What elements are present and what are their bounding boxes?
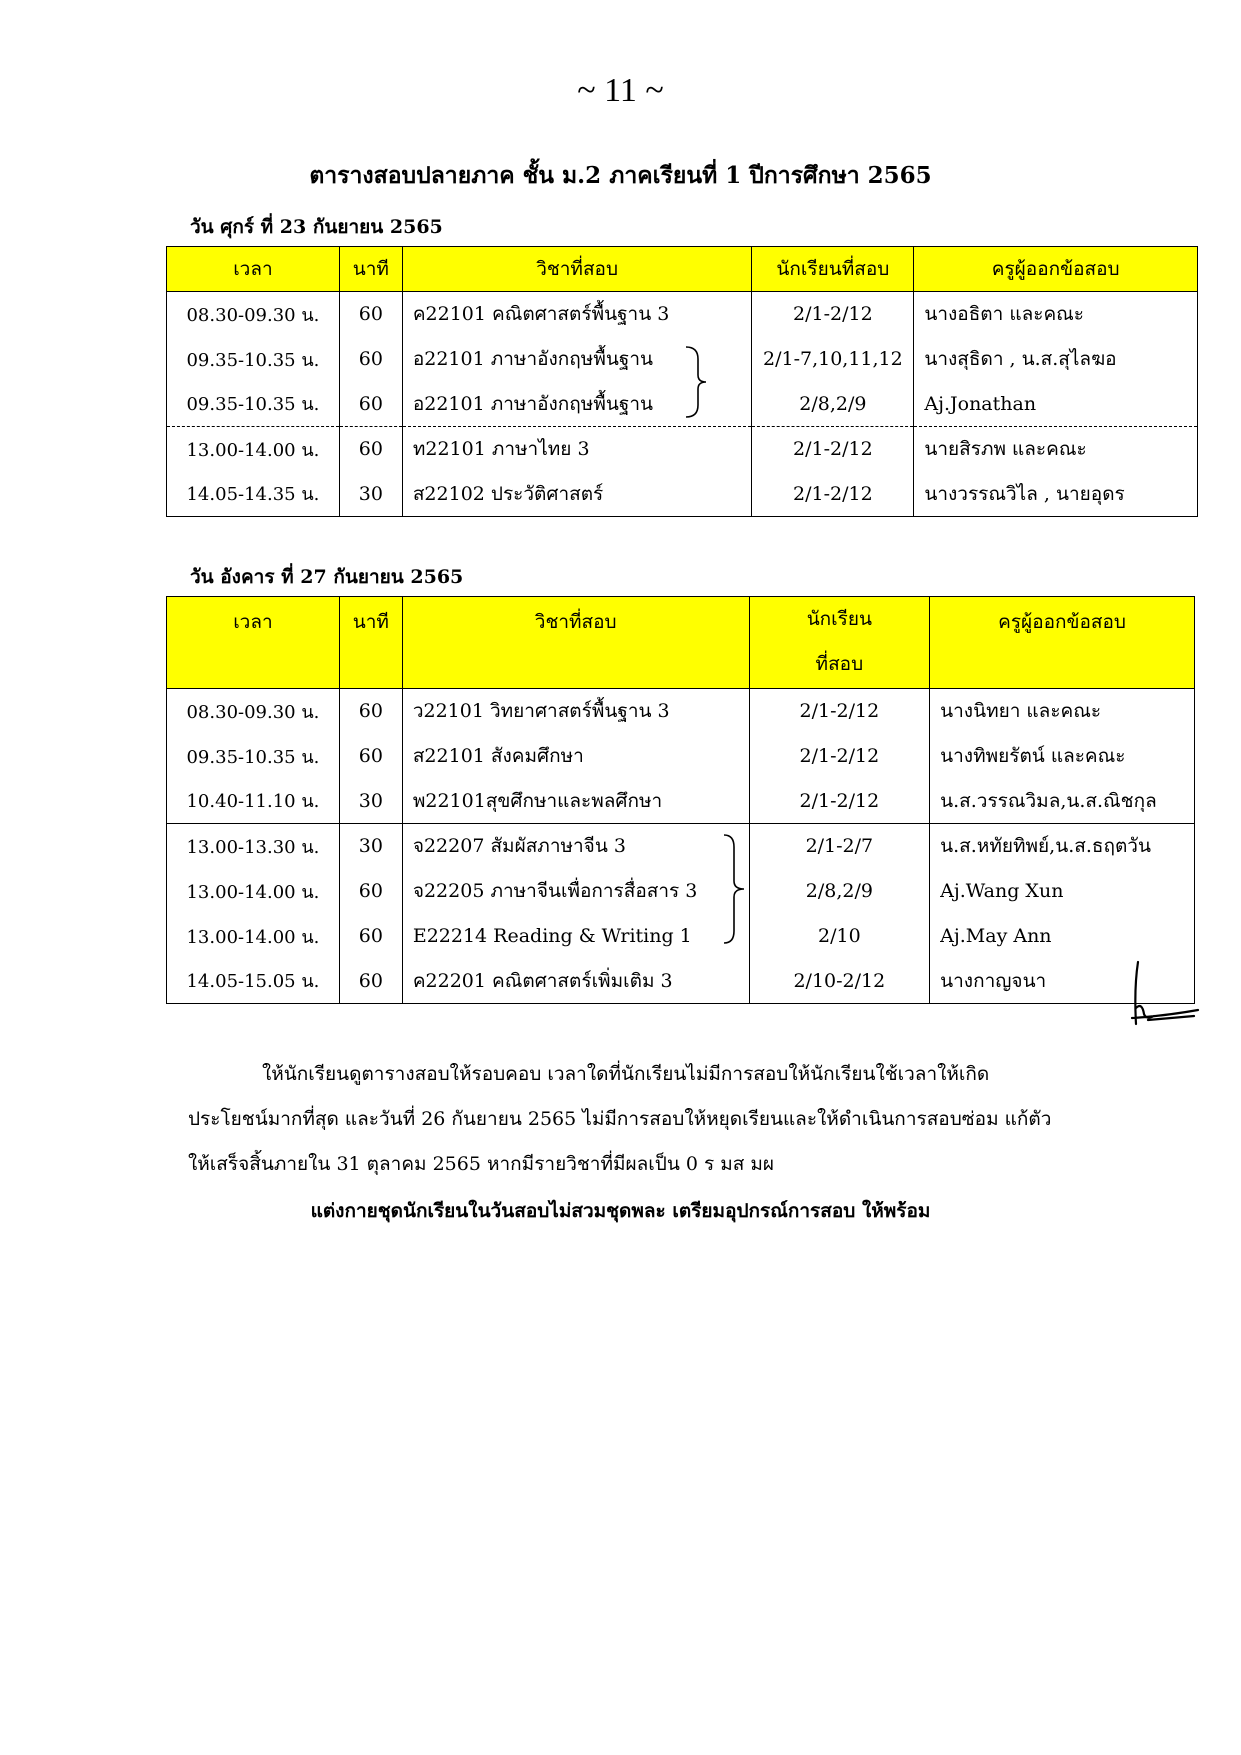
signature-icon xyxy=(1124,958,1204,1032)
cell-minutes: 60 xyxy=(339,869,402,914)
page-number: ~ 11 ~ xyxy=(577,72,664,109)
cell-time: 13.00-14.00 น. xyxy=(167,869,340,914)
cell-students: 2/1-2/12 xyxy=(749,734,930,779)
table-row xyxy=(167,824,1195,869)
cell-students: 2/1-2/12 xyxy=(749,689,930,734)
cell-subject: ว22101 วิทยาศาสตร์พื้นฐาน 3 xyxy=(402,689,749,734)
table-row xyxy=(167,779,1195,824)
table-row xyxy=(167,734,1195,779)
cell-students: 2/1-2/12 xyxy=(749,779,930,824)
cell-subject: ค22201 คณิตศาสตร์เพิ่มเติม 3 xyxy=(402,959,749,1004)
cell-time: 08.30-09.30 น. xyxy=(167,689,340,734)
cell-minutes: 60 xyxy=(339,914,402,959)
cell-students: 2/10-2/12 xyxy=(749,959,930,1004)
cell-minutes: 60 xyxy=(339,959,402,1004)
table-row xyxy=(167,914,1195,959)
cell-teacher: น.ส.วรรณวิมล,น.ส.ณิชกุล xyxy=(930,779,1195,824)
cell-teacher: นางกาญจนา xyxy=(930,959,1195,1004)
table-row xyxy=(167,292,1198,337)
day2-label: วัน อังคาร ที่ 27 กันยายน 2565 xyxy=(190,566,464,588)
day2-table xyxy=(166,596,1195,1004)
cell-students: 2/1-2/12 xyxy=(752,472,914,517)
header-teacher: ครูผู้ออกข้อสอบ xyxy=(914,247,1198,292)
header-subject: วิชาที่สอบ xyxy=(402,597,749,689)
cell-subject: จ22205 ภาษาจีนเพื่อการสื่อสาร 3 xyxy=(402,869,749,914)
cell-teacher: Aj.Jonathan xyxy=(914,382,1198,427)
cell-time: 09.35-10.35 น. xyxy=(167,337,340,382)
cell-subject: พ22101สุขศึกษาและพลศึกษา xyxy=(402,779,749,824)
cell-minutes: 60 xyxy=(339,427,402,472)
cell-minutes: 60 xyxy=(339,337,402,382)
note-bold: แต่งกายชุดนักเรียนในวันสอบไม่สวมชุดพละ เตรียมอุปกรณ์การสอบ ให้พร้อม xyxy=(310,1200,931,1222)
note-line-1: ให้นักเรียนดูตารางสอบให้รอบคอบ เวลาใดที่นักเรียนไม่มีการสอบให้นักเรียนใช้เวลาให้เกิด xyxy=(262,1063,990,1085)
brace-icon xyxy=(722,833,750,945)
cell-teacher: นางทิพยรัตน์ และคณะ xyxy=(930,734,1195,779)
cell-teacher: นางวรรณวิไล , นายอุดร xyxy=(914,472,1198,517)
header-minutes: นาที xyxy=(339,597,402,689)
cell-students: 2/1-7,10,11,12 xyxy=(752,337,914,382)
cell-minutes: 30 xyxy=(339,824,402,869)
note-line-3: ให้เสร็จสิ้นภายใน 31 ตุลาคม 2565 หากมีรายวิชาที่มีผลเป็น 0 ร มส มผ xyxy=(188,1153,775,1175)
cell-time: 09.35-10.35 น. xyxy=(167,734,340,779)
header-students-line2: ที่สอบ xyxy=(815,653,864,675)
header-students-line1: นักเรียน xyxy=(806,608,872,630)
cell-minutes: 60 xyxy=(339,734,402,779)
table-row xyxy=(167,427,1198,472)
note-line-2: ประโยชน์มากที่สุด และวันที่ 26 กันยายน 2565 ไม่มีการสอบให้หยุดเรียนและให้ดำเนินการสอบซ่อม แก้ตัว xyxy=(188,1108,1052,1130)
cell-students: 2/8,2/9 xyxy=(749,869,930,914)
header-subject: วิชาที่สอบ xyxy=(402,247,752,292)
cell-students: 2/1-2/12 xyxy=(752,427,914,472)
table-row xyxy=(167,689,1195,734)
header-time: เวลา xyxy=(167,247,340,292)
cell-minutes: 60 xyxy=(339,689,402,734)
cell-subject: อ22101 ภาษาอังกฤษพื้นฐาน xyxy=(402,382,752,427)
cell-time: 13.00-14.00 น. xyxy=(167,427,340,472)
cell-teacher: นางนิทยา และคณะ xyxy=(930,689,1195,734)
cell-teacher: Aj.May Ann xyxy=(930,914,1195,959)
cell-minutes: 30 xyxy=(339,472,402,517)
day1-label: วัน ศุกร์ ที่ 23 กันยายน 2565 xyxy=(190,216,443,238)
header-students: นักเรียนที่สอบ xyxy=(752,247,914,292)
cell-minutes: 30 xyxy=(339,779,402,824)
cell-subject: จ22207 สัมผัสภาษาจีน 3 xyxy=(402,824,749,869)
table-row xyxy=(167,959,1195,1004)
cell-time: 14.05-15.05 น. xyxy=(167,959,340,1004)
header-students xyxy=(749,597,930,689)
header-time: เวลา xyxy=(167,597,340,689)
cell-teacher: Aj.Wang Xun xyxy=(930,869,1195,914)
day1-table xyxy=(166,246,1198,517)
cell-time: 13.00-14.00 น. xyxy=(167,914,340,959)
header-minutes: นาที xyxy=(339,247,402,292)
cell-time: 13.00-13.30 น. xyxy=(167,824,340,869)
table-row xyxy=(167,382,1198,427)
cell-subject: ท22101 ภาษาไทย 3 xyxy=(402,427,752,472)
cell-time: 14.05-14.35 น. xyxy=(167,472,340,517)
cell-subject: ส22101 สังคมศึกษา xyxy=(402,734,749,779)
table-row xyxy=(167,472,1198,517)
page-title: ตารางสอบปลายภาค ชั้น ม.2 ภาคเรียนที่ 1 ปีการศึกษา 2565 xyxy=(309,162,932,189)
cell-minutes: 60 xyxy=(339,382,402,427)
cell-time: 10.40-11.10 น. xyxy=(167,779,340,824)
cell-subject: อ22101 ภาษาอังกฤษพื้นฐาน xyxy=(402,337,752,382)
cell-time: 09.35-10.35 น. xyxy=(167,382,340,427)
table-row xyxy=(167,337,1198,382)
cell-teacher: นางอธิตา และคณะ xyxy=(914,292,1198,337)
cell-time: 08.30-09.30 น. xyxy=(167,292,340,337)
header-teacher: ครูผู้ออกข้อสอบ xyxy=(930,597,1195,689)
cell-teacher: น.ส.หทัยทิพย์,น.ส.ธฤตวัน xyxy=(930,824,1195,869)
cell-minutes: 60 xyxy=(339,292,402,337)
cell-students: 2/1-2/7 xyxy=(749,824,930,869)
cell-subject: ส22102 ประวัติศาสตร์ xyxy=(402,472,752,517)
cell-subject: E22214 Reading & Writing 1 xyxy=(402,914,749,959)
cell-teacher: นางสุธิดา , น.ส.สุไลฆอ xyxy=(914,337,1198,382)
brace-icon xyxy=(684,345,710,419)
cell-students: 2/1-2/12 xyxy=(752,292,914,337)
cell-students: 2/10 xyxy=(749,914,930,959)
cell-students: 2/8,2/9 xyxy=(752,382,914,427)
cell-subject: ค22101 คณิตศาสตร์พื้นฐาน 3 xyxy=(402,292,752,337)
table-row xyxy=(167,869,1195,914)
cell-teacher: นายสิรภพ และคณะ xyxy=(914,427,1198,472)
